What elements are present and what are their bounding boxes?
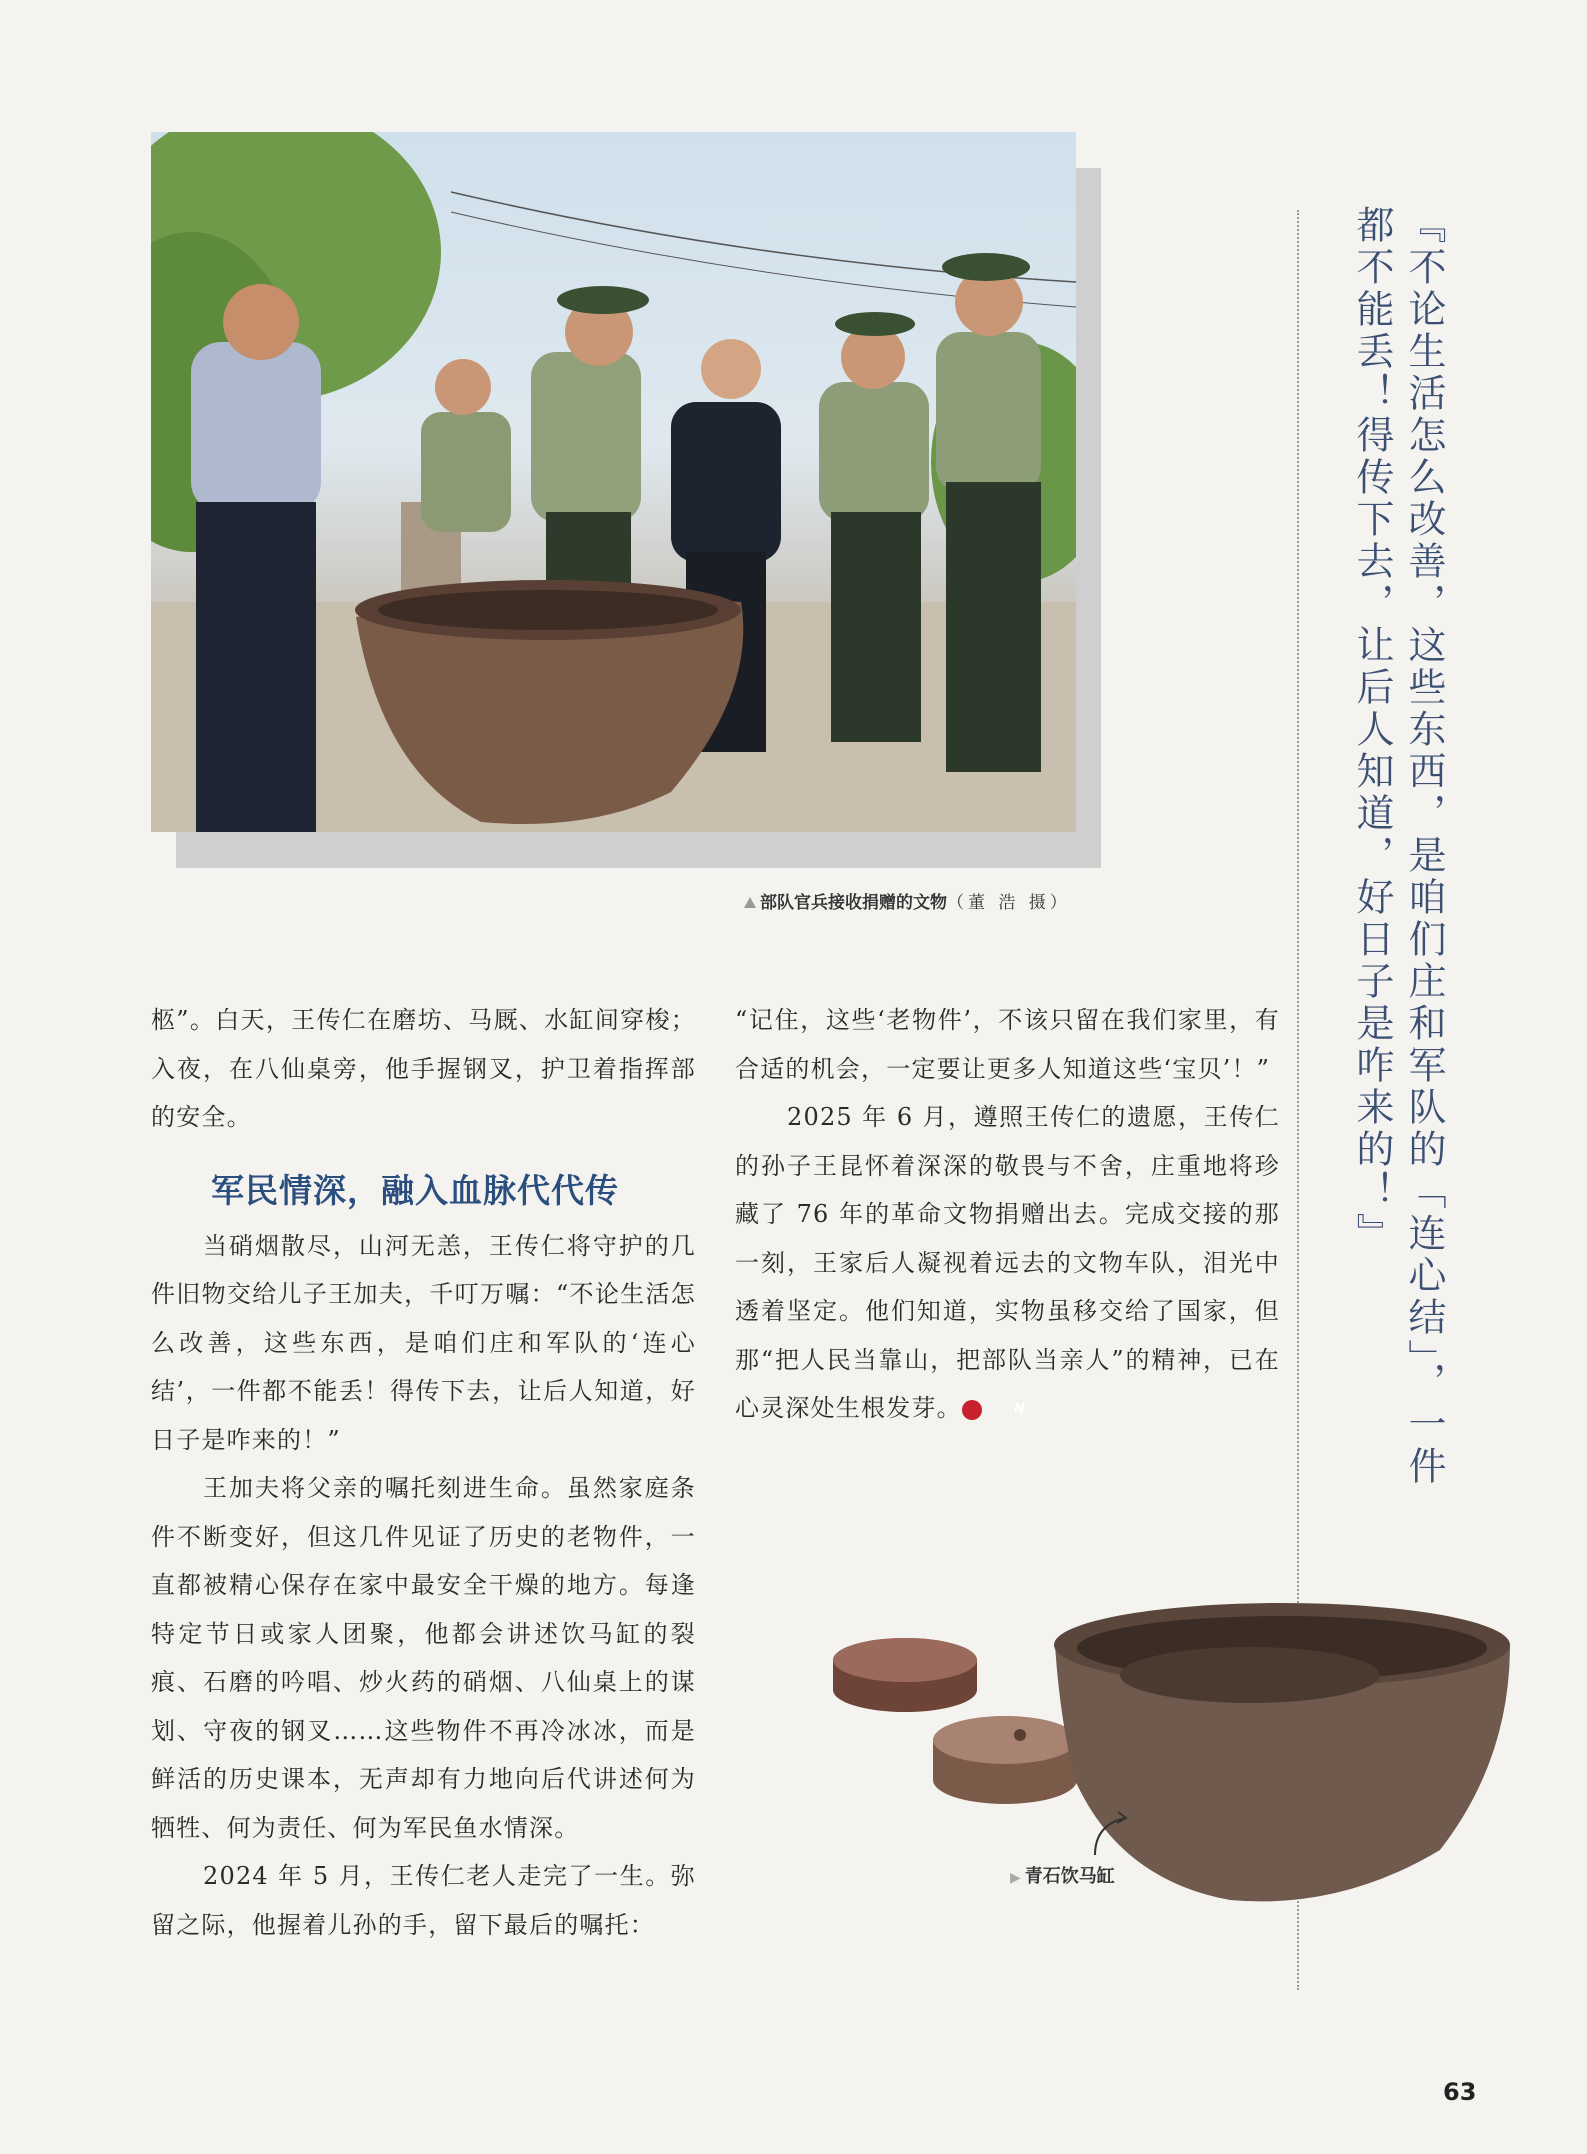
artifact-label-text: 青石饮马缸 xyxy=(1024,1866,1115,1887)
paragraph: 柩”。白天，王传仁在磨坊、马厩、水缸间穿梭；入夜，在八仙桌旁，他手握钢叉，护卫着指挥部的安全。 xyxy=(151,1006,696,1131)
end-mark-icon: N xyxy=(962,1400,982,1420)
paragraph: 2024 年 5 月，王传仁老人走完了一生。弥留之际，他握着儿孙的手，留下最后的嘱托： xyxy=(151,1862,696,1939)
curved-arrow-icon xyxy=(1090,1810,1130,1860)
paragraph: “记住，这些‘老物件’，不该只留在我们家里，有合适的机会，一定要让更多人知道这些‘宝贝’！” xyxy=(735,1006,1280,1083)
pull-quote: 『不论生活怎么改善，这些东西，是咱们庄和军队的「连心结」，一件都不能丢！得传下去，让后人知道，好日子是咋来的！』 xyxy=(1350,205,1446,1488)
artifact-illustration xyxy=(820,1560,1520,1920)
photo-credit: （董 浩 摄） xyxy=(947,893,1071,913)
artifact-label xyxy=(1010,1862,1115,1888)
label-triangle-icon: ▶ xyxy=(1010,1870,1021,1886)
section-heading: 军民情深，融入血脉代代传 xyxy=(211,1170,619,1210)
photo-soldiers-receiving-artifacts xyxy=(151,132,1076,832)
left-column xyxy=(151,996,696,1949)
paragraph-final-text: 2025 年 6 月，遵照王传仁的遗愿，王传仁的孙子王昆怀着深深的敬畏与不舍，庄重地将珍藏了 76 年的革命文物捐赠出去。完成交接的那一刻，王家后人凝视着远去的文物车队，泪光中透着坚定。他们知道，实物虽移交给了国家，但那“把人民当靠山，把部队当亲人”的精神，已在心灵深处生根发芽。 xyxy=(735,1103,1280,1422)
paragraph-final xyxy=(735,1093,1280,1433)
page-number: 63 xyxy=(1443,2078,1477,2106)
caption-triangle-icon xyxy=(744,897,756,908)
photo-caption xyxy=(744,888,1071,913)
caption-text: 部队官兵接收捐赠的文物 xyxy=(760,893,947,913)
right-column xyxy=(735,996,1280,1433)
paragraph: 王加夫将父亲的嘱托刻进生命。虽然家庭条件不断变好，但这几件见证了历史的老物件，一直都被精心保存在家中最安全干燥的地方。每逢特定节日或家人团聚，他都会讲述饮马缸的裂痕、石磨的吟唱、炒火药的硝烟、八仙桌上的谋划、守夜的钢叉……这些物件不再冷冰冰，而是鲜活的历史课本，无声却有力地向后代讲述何为牺牲、何为责任、何为军民鱼水情深。 xyxy=(151,1474,696,1842)
paragraph: 当硝烟散尽，山河无恙，王传仁将守护的几件旧物交给儿子王加夫，千叮万嘱：“不论生活怎么改善，这些东西，是咱们庄和军队的‘连心结’，一件都不能丢！得传下去，让后人知道，好日子是咋来的！” xyxy=(151,1231,696,1454)
